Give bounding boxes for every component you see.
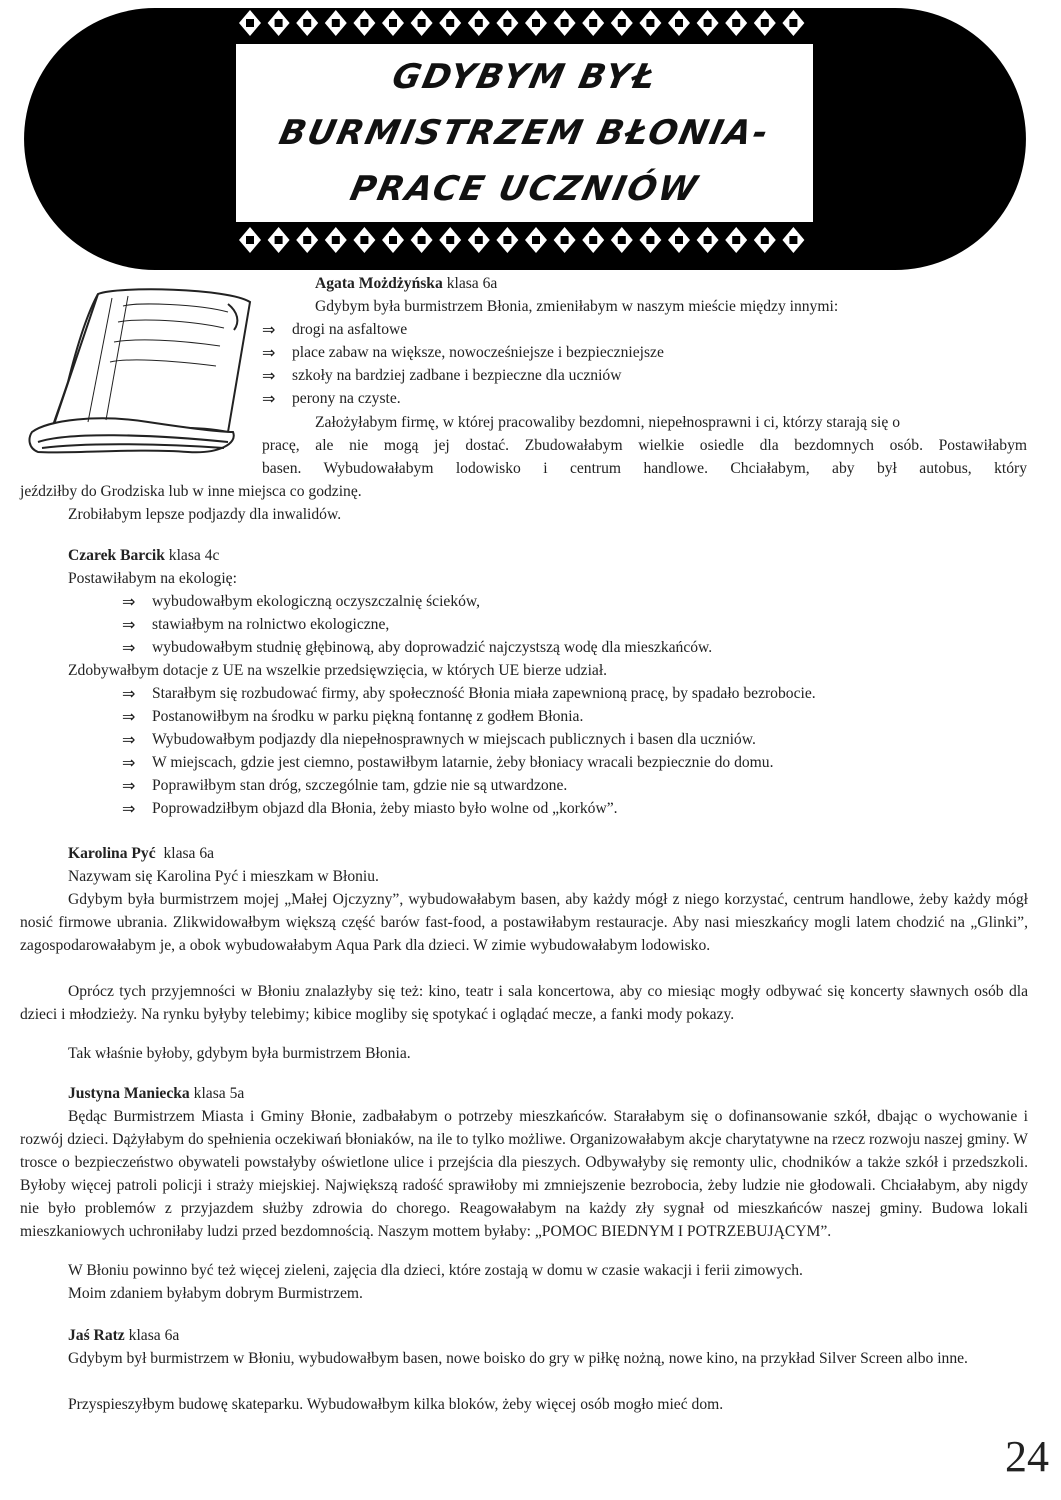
list-item: ⇒ Starałbym się rozbudować firmy, aby społeczność Błonia miała zapewnioną pracę, by spadało bezrobocie.: [122, 684, 816, 703]
title-box: [236, 44, 813, 222]
ornament-center: [246, 19, 254, 27]
arrow-icon: ⇒: [122, 638, 136, 657]
arrow-icon: ⇒: [122, 615, 136, 634]
ornament-center: [789, 19, 797, 27]
ornament-center: [532, 19, 540, 27]
author-name: Agata Możdżyńska: [315, 275, 443, 292]
list-item: ⇒ Wybudowałbym podjazdy dla niepełnosprawnych w miejscach publicznych i basen dla uczniów.: [122, 730, 756, 749]
author-name: Karolina Pyć: [68, 845, 156, 862]
author-name: Justyna Maniecka: [68, 1085, 190, 1102]
arrow-icon: ⇒: [262, 343, 276, 362]
list-item: ⇒ Postanowiłbym na środku w parku piękną fontannę z godłem Błonia.: [122, 707, 584, 726]
arrow-icon: ⇒: [262, 366, 276, 385]
author-class: klasa 6a: [128, 1327, 180, 1344]
page-number: 24: [1005, 1432, 1049, 1481]
karolina-para-0: Nazywam się Karolina Pyć i mieszkam w Błoniu.: [68, 868, 379, 885]
justyna-para-3: Moim zdaniem byłabym dobrym Burmistrzem.: [68, 1285, 363, 1302]
ornament-center: [589, 19, 597, 27]
czarek-intro: Postawiłabym na ekologię:: [68, 570, 237, 587]
ornament-center: [360, 19, 368, 27]
ornament-center: [589, 236, 597, 244]
ornament-pattern-top: [236, 8, 813, 38]
ornament-center: [389, 236, 397, 244]
ornament-center: [618, 236, 626, 244]
ornament-center: [418, 19, 426, 27]
section-justyna-header: [68, 1082, 244, 1105]
ornament-center: [303, 19, 311, 27]
ornament-center: [418, 236, 426, 244]
agata-bullets: [262, 318, 664, 410]
jas-para-1: Gdybym był burmistrzem w Błoniu, wybudowałbym basen, nowe boisko do gry w piłkę nożną, nowe kino, na przykład Silver Screen albo inne.: [68, 1350, 968, 1367]
ornament-center: [646, 236, 654, 244]
arrow-icon: ⇒: [122, 592, 136, 611]
agata-intro: Gdybym była burmistrzem Błonia, zmieniłabym w naszym mieście między innymi:: [315, 298, 839, 315]
title-line-1: GDYBYM BYŁ: [388, 57, 661, 97]
ornament-center: [561, 236, 569, 244]
ornament-center: [475, 236, 483, 244]
ornament-center: [503, 236, 511, 244]
ornament-center: [389, 19, 397, 27]
ornament-center: [761, 19, 769, 27]
ornament-center: [789, 236, 797, 244]
ornament-center: [732, 19, 740, 27]
ornament-center: [303, 236, 311, 244]
author-name: Jaś Ratz: [68, 1327, 125, 1344]
arrow-icon: ⇒: [122, 776, 136, 795]
karolina-para-2: Oprócz tych przyjemności w Błoniu znalazłyby się też: kino, teatr i sala koncertowa, aby co miesiąc mogły odbywać się koncerty sławnych osób dla dzieci i młodzieży. Na rynku byłyby telebimy; kibice mogliby się spotykać i oglądać mecze, a fanki mody pokazy.: [20, 983, 1028, 1023]
author-class: klasa 5a: [193, 1085, 245, 1102]
ornament-center: [332, 236, 340, 244]
list-item: ⇒ Poprowadziłbym objazd dla Błonia, żeby miasto było wolne od „korków”.: [122, 799, 618, 818]
section-agata-header: [315, 272, 497, 295]
list-item: ⇒ stawiałbym na rolnictwo ekologiczne,: [122, 615, 390, 634]
title-line-3: PRACE UCZNIÓW: [346, 169, 703, 209]
arrow-icon: ⇒: [122, 753, 136, 772]
karolina-para-1: Gdybym była burmistrzem mojej „Małej Ojczyzny”, wybudowałabym basen, aby każdy mógł z niego korzystać, centrum handlowe, żeby każdy mógł nosić firmowe ubrania. Zlikwidowałbym większą część barów fast-food, a postawiłabym restauracje. Aby nasi mieszkańcy mogli latem chodzić na „Glinki”, zagospodarowałabym je, a obok wybudowałabym Aqua Park dla dzieci. W zimie wybudowałabym lodowisko.: [20, 891, 1028, 954]
list-item: ⇒ drogi na asfaltowe: [262, 320, 408, 339]
ornament-center: [704, 236, 712, 244]
ornament-center: [332, 19, 340, 27]
agata-para-2: Zrobiłabym lepsze podjazdy dla inwalidów.: [68, 506, 342, 523]
ornament-center: [275, 236, 283, 244]
title-line-2: BURMISTRZEM BŁONIA-: [275, 113, 774, 153]
section-czarek-header: [68, 544, 219, 567]
arrow-icon: ⇒: [122, 799, 136, 818]
arrow-icon: ⇒: [122, 730, 136, 749]
section-jas-header: [68, 1324, 179, 1347]
ornament-center: [503, 19, 511, 27]
section-karolina-header: [68, 842, 214, 865]
list-item: ⇒ perony na czyste.: [262, 389, 401, 408]
scroll-illustration: [28, 282, 260, 458]
author-class: klasa 4c: [168, 547, 220, 564]
ornament-center: [246, 236, 254, 244]
ornament-center: [446, 19, 454, 27]
arrow-icon: ⇒: [122, 684, 136, 703]
ornament-center: [761, 236, 769, 244]
ornament-center: [675, 19, 683, 27]
list-item: ⇒ place zabaw na większe, nowocześniejsze i bezpieczniejsze: [262, 343, 664, 362]
justyna-para-1: Będąc Burmistrzem Miasta i Gminy Błonie, zadbałabym o potrzeby mieszkańców. Starałabym się o dofinansowanie szkół, dbając o wychowanie i rozwój dzieci. Dążyłabym do spełnienia oczekiwań błoniaków, na ile to tylko możliwe. Organizowałabym akcje charytatywne na rzecz rozwoju naszej gminy. W trosce o bezpieczeństwo obywateli powstałyby oświetlone ulice i przejścia dla pieszych. Odbywałyby się remonty ulic, chodników a także szkół i przedszkoli. Byłoby więcej patroli policji i straży miejskiej. Największą radość sprawiłoby mi zmniejszenie bezrobocia, żeby ludzie nie głodowali. Chciałabym, aby nigdy nie było problemów z przyjazdem służby zdrowia do chorego. Reagowałabym na każdy zły sygnał od mieszkańców naszej gminy. Budowa lokali mieszkaniowych uchroniłaby ludzi przed bezdomnością. Naszym mottem byłaby: „POMOC BIEDNYM I POTRZEBUJĄCYM”.: [20, 1108, 1028, 1240]
list-item: ⇒ szkoły na bardziej zadbane i bezpieczne dla uczniów: [262, 366, 622, 385]
list-item: ⇒ W miejscach, gdzie jest ciemno, postawiłbym latarnie, żeby błoniacy wracali bezpiecznie do domu.: [122, 753, 774, 772]
czarek-mid: Zdobywałbym dotacje z UE na wszelkie przedsięwzięcia, w których UE bierze udział.: [68, 662, 608, 679]
ornament-center: [732, 236, 740, 244]
arrow-icon: ⇒: [262, 320, 276, 339]
arrow-icon: ⇒: [122, 707, 136, 726]
ornament-pattern-bottom: [236, 225, 813, 255]
ornament-center: [675, 236, 683, 244]
agata-para-line-3: basen. Wybudowałabym lodowisko i centrum handlowe. Chciałabym, aby był autobus, który: [262, 460, 1027, 477]
justyna-para-2: W Błoniu powinno być też więcej zieleni, zajęcia dla dzieci, które zostają w domu w czasie wakacji i ferii zimowych.: [68, 1262, 803, 1279]
ornament-center: [360, 236, 368, 244]
agata-para-line-4: jeździłby do Grodziska lub w inne miejsca co godzinę.: [20, 483, 362, 500]
ornament-center: [704, 19, 712, 27]
author-class: klasa 6a: [163, 845, 215, 862]
arrow-icon: ⇒: [262, 389, 276, 408]
author-name: Czarek Barcik: [68, 547, 165, 564]
list-item: ⇒ wybudowałbym studnię głębinową, aby doprowadzić najczystszą wodę dla mieszkańców.: [122, 638, 713, 657]
ornament-center: [275, 19, 283, 27]
karolina-para-3: Tak właśnie byłoby, gdybym była burmistrzem Błonia.: [68, 1045, 411, 1062]
agata-para-line-1: Założyłabym firmę, w której pracowaliby bezdomni, niepełnosprawni i ci, którzy starają się o: [315, 414, 901, 431]
ornament-center: [532, 236, 540, 244]
list-item: ⇒ wybudowałbym ekologiczną oczyszczalnię ścieków,: [122, 592, 481, 611]
ornament-center: [561, 19, 569, 27]
jas-para-2: Przyspieszyłbym budowę skateparku. Wybudowałbym kilka bloków, żeby więcej osób mogło mieć dom.: [68, 1396, 724, 1413]
list-item: ⇒ Poprawiłbym stan dróg, szczególnie tam, gdzie nie są utwardzone.: [122, 776, 568, 795]
author-class: klasa 6a: [446, 275, 498, 292]
ornament-center: [446, 236, 454, 244]
agata-para-line-2: pracę, ale nie mogą jej dostać. Zbudowałabym wielkie osiedle dla bezdomnych osób. Postawiłabym: [262, 437, 1027, 454]
czarek-bullets-1: [122, 590, 712, 659]
ornament-center: [646, 19, 654, 27]
ornament-center: [475, 19, 483, 27]
czarek-bullets-2: [122, 682, 816, 820]
ornament-center: [618, 19, 626, 27]
